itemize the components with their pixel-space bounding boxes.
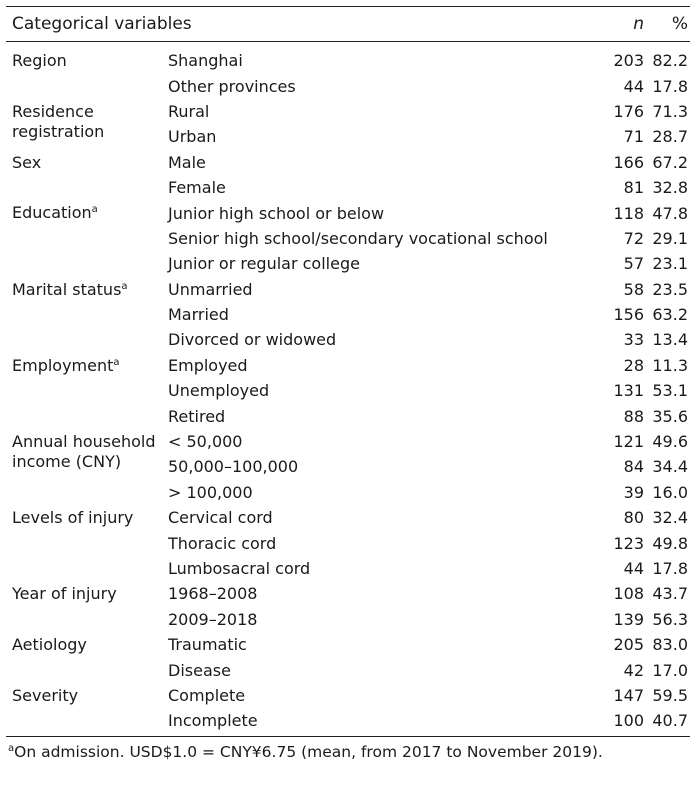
variable-label xyxy=(6,429,168,472)
variable-label-text: Residence registration xyxy=(12,101,105,141)
table-row xyxy=(168,581,690,606)
variable-group xyxy=(6,150,690,201)
table-row xyxy=(168,175,690,200)
category-cell: Cervical cord xyxy=(168,508,273,528)
table-row xyxy=(168,378,690,403)
category-cell: Disease xyxy=(168,660,231,680)
percent-cell: 17.8 xyxy=(652,559,688,578)
table-row xyxy=(168,683,690,708)
percent-cell: 56.3 xyxy=(652,609,688,629)
variable-group xyxy=(6,200,690,276)
percent-cell: 53.1 xyxy=(652,381,688,401)
count-cell: 147 xyxy=(613,685,644,705)
count-cell: 71 xyxy=(623,127,644,147)
variable-label xyxy=(6,353,168,376)
table-row xyxy=(168,556,690,581)
category-rows xyxy=(168,48,690,99)
percent-cell: 16.0 xyxy=(652,482,688,502)
count-cell: 42 xyxy=(623,660,644,680)
percent-cell: 71.3 xyxy=(652,101,688,121)
category-cell: 1968–2008 xyxy=(168,584,258,604)
header-percent: % xyxy=(671,14,688,34)
count-cell: 33 xyxy=(623,330,644,350)
variable-label xyxy=(6,632,168,655)
count-cell: 44 xyxy=(623,559,644,578)
category-cell: Senior high school/secondary vocational school xyxy=(168,228,548,248)
percent-cell: 43.7 xyxy=(652,584,688,604)
variable-group xyxy=(6,505,690,581)
percent-cell: 17.0 xyxy=(652,660,688,680)
percent-cell: 35.6 xyxy=(652,406,688,426)
percent-cell: 11.3 xyxy=(652,355,688,375)
variable-label-text: Education xyxy=(12,203,92,223)
percent-cell: 29.1 xyxy=(652,228,688,248)
table-row xyxy=(168,607,690,632)
category-cell: Incomplete xyxy=(168,711,258,731)
table-body xyxy=(6,42,690,736)
variable-label xyxy=(6,683,168,706)
table-row xyxy=(168,708,690,733)
table-row xyxy=(168,302,690,327)
count-cell: 57 xyxy=(623,254,644,274)
variable-label-text: Region xyxy=(12,51,67,70)
variable-label xyxy=(6,150,168,173)
count-cell: 84 xyxy=(623,457,644,477)
variable-group xyxy=(6,683,690,734)
count-cell: 131 xyxy=(613,381,644,401)
table-header xyxy=(6,7,690,41)
variable-label xyxy=(6,48,168,71)
category-rows xyxy=(168,683,690,734)
count-cell: 80 xyxy=(623,508,644,528)
category-cell: Unmarried xyxy=(168,279,253,299)
table-row xyxy=(168,124,690,149)
variable-group xyxy=(6,99,690,150)
category-cell: < 50,000 xyxy=(168,432,243,452)
category-rows xyxy=(168,150,690,201)
category-rows xyxy=(168,581,690,632)
percent-cell: 13.4 xyxy=(652,330,688,350)
count-cell: 166 xyxy=(613,152,644,172)
percent-cell: 63.2 xyxy=(652,305,688,325)
variable-label-text: Levels of injury xyxy=(12,508,134,528)
variable-label-text: Sex xyxy=(12,152,42,172)
variable-label xyxy=(6,99,168,142)
category-cell: Employed xyxy=(168,355,248,375)
table-row xyxy=(168,657,690,682)
table-row xyxy=(168,505,690,530)
table-row xyxy=(168,403,690,428)
count-cell: 39 xyxy=(623,482,644,502)
variable-label-text: Annual household income (CNY) xyxy=(12,431,156,471)
count-cell: 72 xyxy=(623,228,644,248)
table-row xyxy=(168,226,690,251)
category-rows xyxy=(168,99,690,150)
footnote-marker: a xyxy=(8,742,15,754)
count-cell: 203 xyxy=(613,51,644,71)
percent-cell: 23.1 xyxy=(652,254,688,274)
variable-label xyxy=(6,505,168,528)
category-cell: Retired xyxy=(168,406,226,426)
variable-label-text: Aetiology xyxy=(12,634,87,654)
percent-cell: 34.4 xyxy=(652,457,688,477)
percent-cell: 17.8 xyxy=(652,76,688,96)
percent-cell: 59.5 xyxy=(652,685,688,705)
header-n: n xyxy=(633,14,644,34)
table-row xyxy=(168,48,690,73)
footnote-marker: a xyxy=(113,356,120,368)
count-cell: 139 xyxy=(613,609,644,629)
variable-label xyxy=(6,581,168,604)
category-cell: Junior high school or below xyxy=(168,203,385,223)
category-cell: Complete xyxy=(168,685,246,705)
category-cell: Other provinces xyxy=(168,76,296,96)
category-cell: Junior or regular college xyxy=(168,254,360,274)
variable-label xyxy=(6,277,168,300)
variable-group xyxy=(6,429,690,505)
category-rows xyxy=(168,632,690,683)
count-cell: 100 xyxy=(613,711,644,731)
table-row xyxy=(168,99,690,124)
category-cell: 2009–2018 xyxy=(168,609,258,629)
category-cell: Unemployed xyxy=(168,381,270,401)
variable-label-text: Employment xyxy=(12,355,114,375)
category-rows xyxy=(168,505,690,581)
percent-cell: 49.8 xyxy=(652,533,688,553)
table-row xyxy=(168,200,690,225)
category-cell: Lumbosacral cord xyxy=(168,559,311,578)
percent-cell: 83.0 xyxy=(652,635,688,655)
variable-group xyxy=(6,353,690,429)
variable-label xyxy=(6,200,168,223)
footnote-text: On admission. USD$1.0 = CNY¥6.75 (mean, from 2017 to November 2019). xyxy=(14,742,603,761)
count-cell: 81 xyxy=(623,178,644,198)
category-cell: > 100,000 xyxy=(168,482,253,502)
category-rows xyxy=(168,429,690,505)
count-cell: 108 xyxy=(613,584,644,604)
table-row xyxy=(168,353,690,378)
percent-cell: 40.7 xyxy=(652,711,688,731)
table-row xyxy=(168,429,690,454)
count-cell: 44 xyxy=(623,76,644,96)
variable-label-text: Year of injury xyxy=(12,584,117,604)
demographics-table xyxy=(6,0,690,761)
footnote xyxy=(6,737,690,761)
category-rows xyxy=(168,277,690,353)
category-cell: 50,000–100,000 xyxy=(168,457,299,477)
table-row xyxy=(168,277,690,302)
table-row xyxy=(168,530,690,555)
footnote-marker: a xyxy=(91,204,98,216)
variable-label-text: Severity xyxy=(12,685,79,705)
table-row xyxy=(168,480,690,505)
count-cell: 28 xyxy=(623,355,644,375)
category-cell: Female xyxy=(168,178,226,198)
count-cell: 123 xyxy=(613,533,644,553)
variable-label-text: Marital status xyxy=(12,279,122,299)
table-row xyxy=(168,632,690,657)
table-row xyxy=(168,73,690,98)
category-cell: Thoracic cord xyxy=(168,533,277,553)
percent-cell: 67.2 xyxy=(652,152,688,172)
category-rows xyxy=(168,353,690,429)
category-cell: Married xyxy=(168,305,229,325)
count-cell: 176 xyxy=(613,101,644,121)
table-row xyxy=(168,454,690,479)
count-cell: 156 xyxy=(613,305,644,325)
category-cell: Rural xyxy=(168,101,210,121)
count-cell: 118 xyxy=(613,203,644,223)
category-rows xyxy=(168,200,690,276)
category-cell: Male xyxy=(168,152,206,172)
variable-group xyxy=(6,48,690,99)
table-row xyxy=(168,150,690,175)
percent-cell: 32.8 xyxy=(652,178,688,198)
header-label: Categorical variables xyxy=(12,14,192,34)
variable-group xyxy=(6,277,690,353)
category-cell: Divorced or widowed xyxy=(168,330,337,350)
percent-cell: 82.2 xyxy=(652,51,688,71)
variable-group xyxy=(6,632,690,683)
variable-group xyxy=(6,581,690,632)
percent-cell: 23.5 xyxy=(652,279,688,299)
table-row xyxy=(168,327,690,352)
percent-cell: 49.6 xyxy=(652,432,688,452)
footnote-marker: a xyxy=(121,280,128,292)
category-cell: Shanghai xyxy=(168,51,243,71)
count-cell: 121 xyxy=(613,432,644,452)
category-cell: Urban xyxy=(168,127,217,147)
percent-cell: 32.4 xyxy=(652,508,688,528)
table-row xyxy=(168,251,690,276)
category-cell: Traumatic xyxy=(168,635,247,655)
percent-cell: 47.8 xyxy=(652,203,688,223)
count-cell: 205 xyxy=(613,635,644,655)
percent-cell: 28.7 xyxy=(652,127,688,147)
count-cell: 88 xyxy=(623,406,644,426)
count-cell: 58 xyxy=(623,279,644,299)
